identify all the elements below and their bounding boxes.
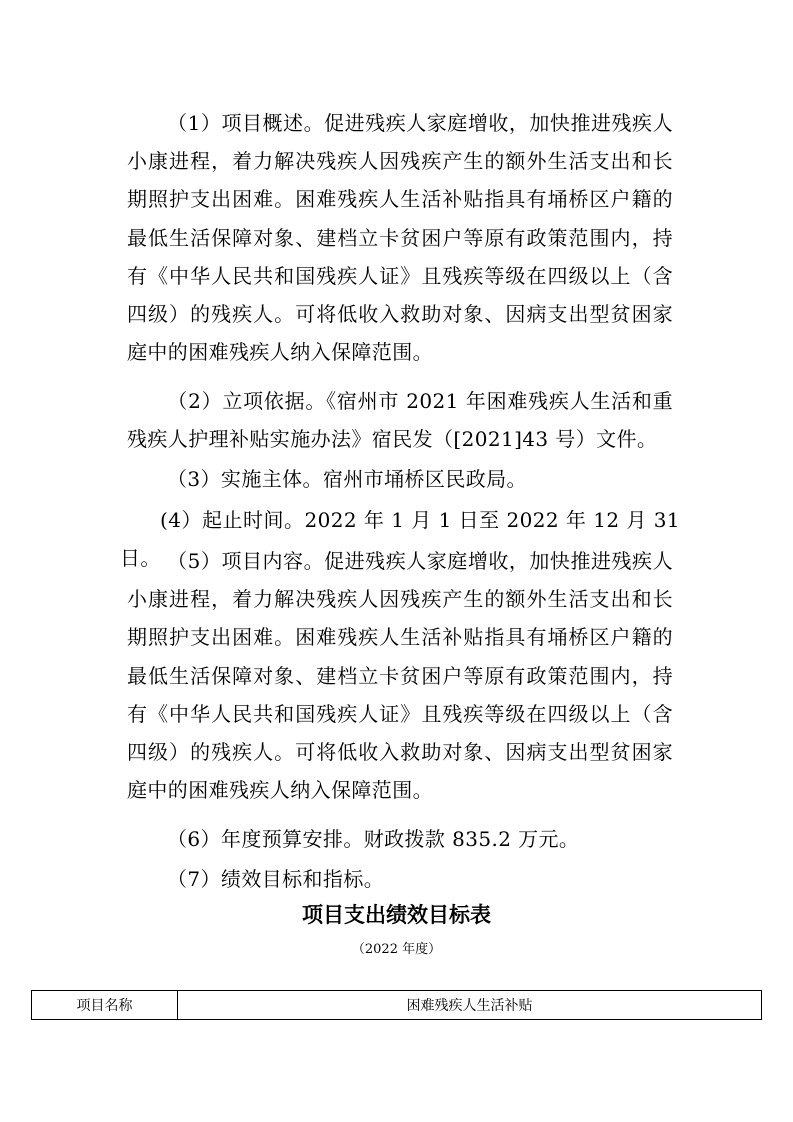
- table-subtitle: （2022 年度）: [351, 942, 442, 957]
- table-cell-project-name-value: 困难残疾人生活补贴: [406, 998, 533, 1014]
- paragraph-project-overview: [127, 104, 673, 371]
- paragraph-project-basis: [127, 382, 673, 458]
- paragraph-text: （5）项目内容。促进残疾人家庭增收，加快推进残疾人小康进程，着力解决残疾人因残疾产生的额外生活支出和长期照护支出困难。困难残疾人生活补贴指具有埇桥区户籍的最低生活保障对象、建档立卡贫困户等原有政策范围内，持有《中华人民共和国残疾人证》且残疾等级在四级以上（含四级）的残疾人。可将低收入救助对象、因病支出型贫困家庭中的困难残疾人纳入保障范围。: [127, 549, 673, 803]
- paragraph-text: (4）起止时间。2022 年 1 月 1 日至 2022 年 12 月 31 日。: [120, 508, 680, 571]
- paragraph-text: （3）实施主体。宿州市埇桥区民政局。: [167, 467, 527, 491]
- paragraph-performance-goals: [127, 860, 673, 898]
- paragraph-project-content: [127, 542, 673, 809]
- table-title: 项目支出绩效目标表: [302, 903, 491, 927]
- performance-goal-table: [31, 990, 762, 1020]
- paragraph-text: （7）绩效目标和指标。: [167, 867, 385, 891]
- table-cell-project-name-label: 项目名称: [32, 991, 178, 1019]
- paragraph-text: （1）项目概述。促进残疾人家庭增收，加快推进残疾人小康进程，着力解决残疾人因残疾产生的额外生活支出和长期照护支出困难。困难残疾人生活补贴指具有埇桥区户籍的最低生活保障对象、建档立卡贫困户等原有政策范围内，持有《中华人民共和国残疾人证》且残疾等级在四级以上（含四级）的残疾人。可将低收入救助对象、因病支出型贫困家庭中的困难残疾人纳入保障范围。: [127, 111, 673, 365]
- paragraph-text: （6）年度预算安排。财政拨款 835.2 万元。: [167, 827, 580, 851]
- paragraph-text: （2）立项依据。《宿州市 2021 年困难残疾人生活和重残疾人护理补贴实施办法》宿民发（[2021]43 号）文件。: [127, 389, 673, 452]
- paragraph-budget: [127, 820, 673, 858]
- paragraph-implementing-body: [127, 460, 673, 498]
